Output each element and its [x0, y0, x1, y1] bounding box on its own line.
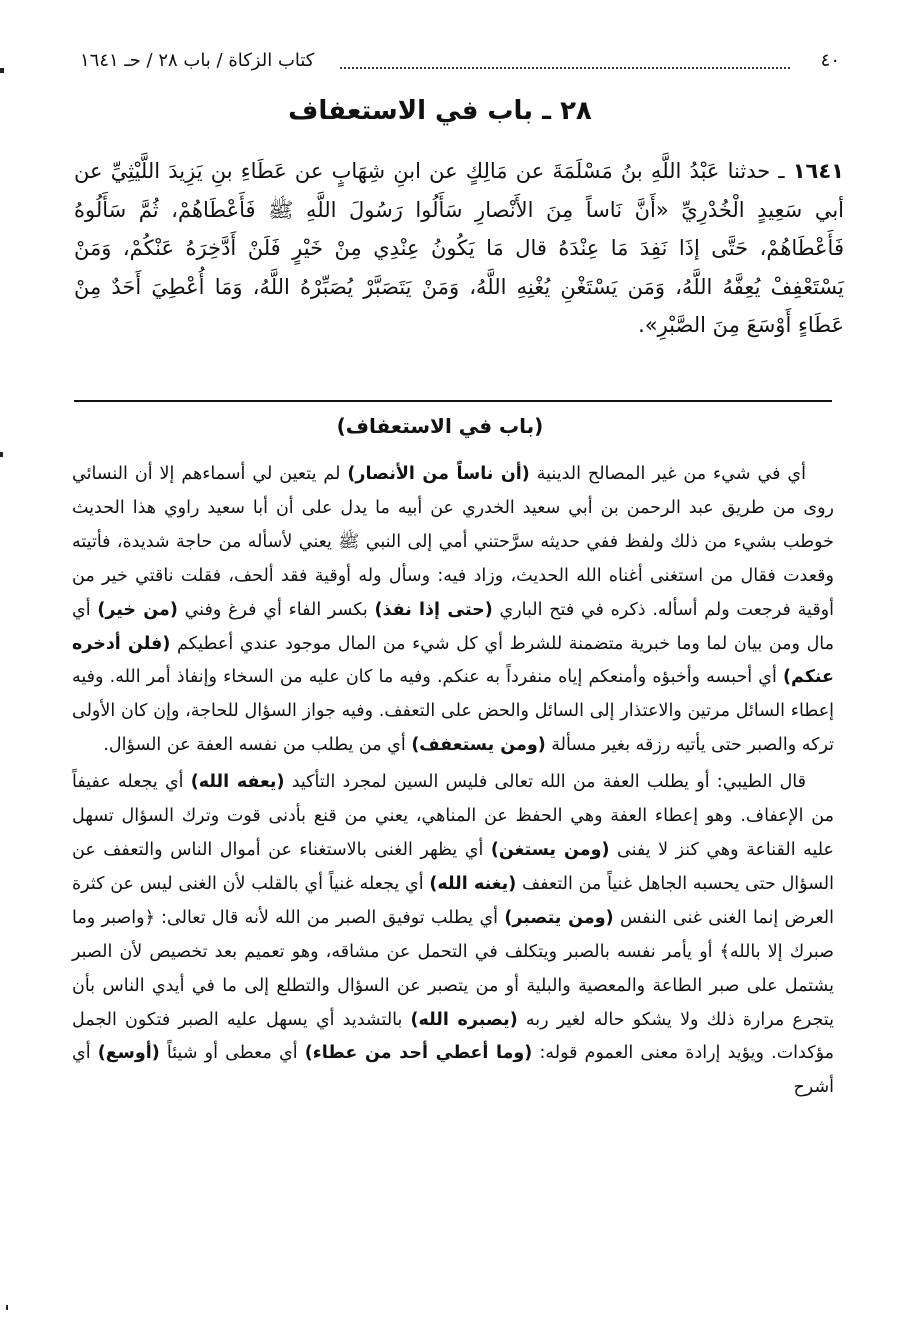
running-header — [80, 50, 840, 80]
quoted-phrase: (يصبره الله) — [410, 1009, 518, 1030]
commentary-text: أي مال ومن بيان لما وما خبرية متضمنة للشرط أي كل شيء من المال موجود عندي أعطيكم — [72, 599, 835, 654]
quoted-phrase: (ومن يستغن) — [490, 839, 610, 860]
hadith-text-block — [74, 152, 844, 345]
commentary-text: بالتشديد أي يسهل عليه الصبر فتكون الجمل مؤكدات. ويؤيد إرادة معنى العموم قوله: — [72, 1009, 834, 1064]
separator-rule — [74, 400, 832, 402]
commentary-text: أي يطلب توفيق الصبر من الله لأنه قال تعالى: ﴿واصبر وما صبرك إلا بالله﴾ أو يأمر نفسه بالصبر ويتكلف في التحمل عن مشاقه، وهو تعميم بعد تخصيص لأن الصبر يشتمل على صبر الطاعة والمعصية والبلية أو من يتصبر عن السؤال والتطلع إلى ما في أيدي الناس بأن يتجرع مرارة ذلك ولا يشكو حاله لغير ربه — [72, 907, 834, 1030]
commentary-text: أي يجعله غنياً أي بالقلب لأن الغنى ليس عن كثرة العرض إنما الغنى غنى النفس — [72, 873, 834, 928]
commentary-text: أي أحبسه وأخبؤه وأمنعكم إياه منفرداً به عنكم. وفيه ما كان عليه من السخاء وإنفاذ أمر الله. وفيه إعطاء السائل مرتين والاعتذار إلى السائل والحض على التعفف. وفيه جواز السؤال للحاجة، وإن كان الأولى تركه والصبر حتى يأتيه رزقه بغير مسألة — [72, 667, 834, 756]
commentary-title: (باب في الاستعفاف) — [336, 414, 544, 438]
quoted-phrase: (وما أعطي أحد من عطاء) — [304, 1043, 533, 1064]
commentary-block — [72, 458, 834, 1105]
running-title: كتاب الزكاة / باب ٢٨ / حـ ١٦٤١ — [80, 50, 315, 71]
quoted-phrase: (أوسع) — [97, 1043, 160, 1064]
quoted-phrase: (أن ناساً من الأنصار) — [347, 464, 530, 484]
commentary-paragraph-2 — [72, 766, 834, 1105]
quoted-phrase: (حتى إذا نفذ) — [374, 599, 493, 620]
hadith-text: ـ حدثنا عَبْدُ اللَّهِ بنُ مَسْلَمَةَ عن مَالِكٍ عن ابنِ شِهَابٍ عن عَطَاءِ بنِ يَزِيدَ اللَّيْثِيِّ عن أبي سَعِيدٍ الْخُدْرِيِّ «أَنَّ نَاساً مِنَ الأَنْصارِ سَأَلُوا رَسُولَ اللَّهِ ﷺ فَأَعْطَاهُمْ، ثُمَّ سَأَلُوهُ فَأَعْطَاهُمْ، حَتَّى إذَا نَفِدَ مَا عِنْدَهُ قال مَا يَكُونُ عِنْدِي مِنْ خَيْرٍ فَلَنْ أَدَّخِرَهُ عَنْكُمْ، وَمَنْ يَسْتَعْفِفْ يُعِفَّهُ اللَّهُ، وَمَن يَسْتَغْنِ يُغْنِهِ اللَّهُ، وَمَنْ يَتَصَبَّرْ يُصَبِّرْهُ اللَّهُ، وَمَا أُعْطِيَ أَحَدٌ مِنْ عَطَاءٍ أَوْسَعَ مِنَ الصَّبْرِ». — [74, 159, 844, 337]
commentary-text: أي يجعله عفيفاً من الإعفاف. وهو إعطاء العفة وهي الحفظ عن المناهي، يعني من قنع بأدنى قوت وترك السؤال تسهل عليه القناعة وهي كنز لا يفنى — [72, 772, 834, 860]
quoted-phrase: (من خير) — [97, 599, 178, 620]
quoted-phrase: (يغنه الله) — [429, 873, 517, 894]
commentary-text: أي يظهر الغنى بالاستغناء عن أموال الناس والتعفف عن السؤال حتى يحسبه الجاهل غنياً من التعفف — [72, 839, 835, 894]
scan-edge-mark-left — [6, 1305, 8, 1310]
quoted-phrase: (فلن أدخره عنكم) — [72, 633, 834, 688]
page-number: ٤٠ — [820, 50, 840, 71]
commentary-paragraph-1 — [72, 458, 834, 763]
commentary-text: بكسر الفاء أي فرغ وفني — [177, 599, 375, 620]
leader-dots — [340, 67, 790, 69]
commentary-text: أي من يطلب من نفسه العفة عن السؤال. — [103, 735, 412, 756]
quoted-phrase: (ومن يستعفف) — [411, 735, 546, 756]
commentary-text: أي أشرح — [72, 1043, 834, 1098]
chapter-title: ٢٨ ـ باب في الاستعفاف — [288, 96, 592, 126]
commentary-text: لم يتعين لي أسماءهم إلا أن النسائي روى من طريق عبد الرحمن بن أبي سعيد الخدري عن أبيه ما يدل على أن أبا سعيد راوي هذا الحديث خوطب بشيء من ذلك ولفظ ففي حديثه سرَّحتني أمي إلى النبي ﷺ يعني لأسأله من حاجة شديدة، فأتيته وقعدت فقال من استغنى أغناه الله الحديث، وزاد فيه: وسأل وله أوقية فقد ألحف، فقلت ناقتي خير من أوقية فرجعت ولم أسأله. ذكره في فتح الباري — [72, 464, 834, 620]
commentary-text: أي في شيء من غير المصالح الدينية — [529, 464, 806, 484]
scan-edge-mark-left — [0, 68, 4, 73]
quoted-phrase: (يعفه الله) — [190, 772, 285, 793]
commentary-text: أي معطى أو شيئاً — [159, 1043, 305, 1064]
scan-edge-mark-left — [0, 452, 3, 457]
hadith-number: ١٦٤١ — [792, 159, 844, 183]
commentary-text: قال الطيبي: أو يطلب العفة من الله تعالى فليس السين لمجرد التأكيد — [284, 772, 807, 793]
quoted-phrase: (ومن يتصبر) — [504, 907, 614, 928]
